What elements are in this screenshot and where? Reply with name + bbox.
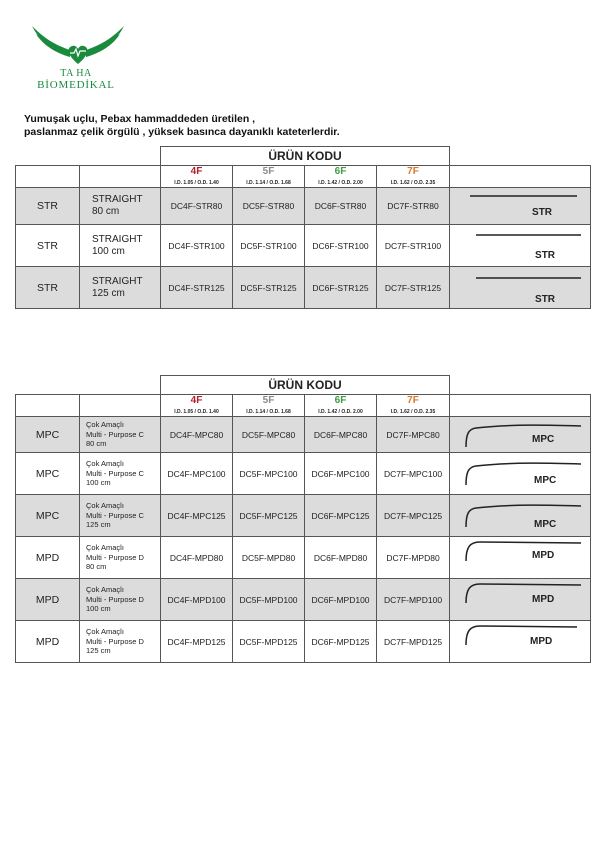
table-row (16, 453, 591, 495)
size-head-6f: 6F I.D. 1.42 / O.D. 2.00 (305, 166, 377, 188)
product-code-cell: DC5F-MPC125 (233, 495, 305, 537)
straight-catheter-icon (450, 188, 591, 225)
shape-label: MPD (530, 636, 553, 647)
product-code-cell: DC7F-MPC125 (377, 495, 450, 537)
table-row (16, 225, 591, 267)
row-desc: Çok Amaçlı Multi - Purpose C 80 cm (80, 417, 161, 453)
row-abbr: MPD (16, 621, 80, 663)
catheter-shape-image (450, 188, 591, 225)
wings-heart-icon (30, 20, 126, 66)
product-code-cell: DC6F-MPC100 (305, 453, 377, 495)
mpc-catheter-icon (450, 495, 591, 537)
product-code-cell: DC6F-MPD100 (305, 579, 377, 621)
size-head-5f: 5F I.D. 1.14 / O.D. 1.68 (233, 166, 305, 188)
product-code-table-straight (15, 146, 591, 309)
catheter-shape-image (450, 579, 591, 621)
shape-label: STR (535, 294, 556, 305)
product-code-cell: DC6F-MPC80 (305, 417, 377, 453)
intro-text (24, 113, 340, 139)
size-head-7f: 7F I.D. 1.62 / O.D. 2.35 (377, 395, 450, 417)
product-code-cell: DC6F-MPD125 (305, 621, 377, 663)
table-row (16, 495, 591, 537)
brand-name-line1: TA HA (60, 68, 92, 79)
product-code-cell: DC6F-STR80 (305, 188, 377, 225)
shape-label: MPD (532, 550, 555, 561)
mpd-catheter-icon (450, 621, 591, 663)
row-abbr: MPD (16, 537, 80, 579)
product-code-cell: DC7F-MPD125 (377, 621, 450, 663)
product-code-cell: DC5F-MPD125 (233, 621, 305, 663)
catheter-shape-image (450, 453, 591, 495)
product-code-cell: DC4F-STR125 (161, 267, 233, 309)
row-abbr: MPC (16, 417, 80, 453)
shape-label: MPD (532, 594, 555, 605)
catheter-shape-image (450, 417, 591, 453)
product-code-cell: DC6F-STR125 (305, 267, 377, 309)
shape-label: MPC (532, 434, 555, 445)
mpd-catheter-icon (450, 537, 591, 579)
row-desc: Çok Amaçlı Multi - Purpose D 80 cm (80, 537, 161, 579)
product-code-cell: DC5F-MPD80 (233, 537, 305, 579)
intro-line-2: paslanmaz çelik örgülü , yüksek basınca dayanıklı kateterlerdir. (24, 126, 340, 138)
product-code-table-multipurpose (15, 375, 591, 663)
product-code-cell: DC4F-MPC80 (161, 417, 233, 453)
product-code-cell: DC6F-MPC125 (305, 495, 377, 537)
table-row (16, 621, 591, 663)
row-name: STRAIGHT 125 cm (80, 267, 161, 309)
product-code-cell: DC5F-STR80 (233, 188, 305, 225)
product-code-cell: DC6F-STR100 (305, 225, 377, 267)
catheter-shape-image (450, 495, 591, 537)
product-code-cell: DC7F-STR80 (377, 188, 450, 225)
product-code-cell: DC5F-MPC100 (233, 453, 305, 495)
brand-logo (28, 20, 128, 92)
product-code-header: ÜRÜN KODU (161, 147, 450, 166)
product-code-cell: DC4F-MPD125 (161, 621, 233, 663)
product-code-cell: DC4F-MPC125 (161, 495, 233, 537)
shape-label: MPC (534, 475, 557, 486)
product-code-cell: DC4F-STR80 (161, 188, 233, 225)
shape-label: MPC (534, 519, 557, 530)
catheter-shape-image (450, 621, 591, 663)
intro-line-1: Yumuşak uçlu, Pebax hammaddeden üretilen , (24, 113, 256, 125)
product-code-cell: DC5F-STR100 (233, 225, 305, 267)
row-name: STRAIGHT 100 cm (80, 225, 161, 267)
shape-label: STR (535, 250, 556, 261)
catheter-shape-image (450, 267, 591, 309)
straight-catheter-icon (450, 267, 591, 309)
row-desc: Çok Amaçlı Multi - Purpose C 125 cm (80, 495, 161, 537)
product-code-cell: DC7F-STR100 (377, 225, 450, 267)
product-code-cell: DC7F-STR125 (377, 267, 450, 309)
row-abbr: MPC (16, 453, 80, 495)
row-abbr: STR (16, 225, 80, 267)
mpc-catheter-icon (450, 453, 591, 495)
size-head-5f: 5F I.D. 1.14 / O.D. 1.68 (233, 395, 305, 417)
shape-label: STR (532, 207, 553, 218)
size-head-6f: 6F I.D. 1.42 / O.D. 2.00 (305, 395, 377, 417)
product-code-cell: DC7F-MPD80 (377, 537, 450, 579)
product-code-cell: DC4F-MPD80 (161, 537, 233, 579)
product-code-cell: DC6F-MPD80 (305, 537, 377, 579)
row-desc: Çok Amaçlı Multi - Purpose D 100 cm (80, 579, 161, 621)
straight-catheter-icon (450, 225, 591, 267)
row-name: STRAIGHT 80 cm (80, 188, 161, 225)
row-abbr: STR (16, 267, 80, 309)
table-row (16, 537, 591, 579)
row-abbr: MPC (16, 495, 80, 537)
product-code-cell: DC5F-MPC80 (233, 417, 305, 453)
row-desc: Çok Amaçlı Multi - Purpose C 100 cm (80, 453, 161, 495)
row-abbr: STR (16, 188, 80, 225)
table-row (16, 267, 591, 309)
size-head-4f: 4F I.D. 1.05 / O.D. 1.40 (161, 395, 233, 417)
catheter-shape-image (450, 537, 591, 579)
product-code-cell: DC7F-MPC100 (377, 453, 450, 495)
catheter-shape-image (450, 225, 591, 267)
product-code-cell: DC5F-STR125 (233, 267, 305, 309)
product-code-cell: DC5F-MPD100 (233, 579, 305, 621)
product-code-cell: DC4F-MPC100 (161, 453, 233, 495)
product-code-header: ÜRÜN KODU (161, 376, 450, 395)
brand-name-line2: BİOMEDİKAL (37, 79, 115, 91)
product-code-cell: DC7F-MPC80 (377, 417, 450, 453)
mpc-catheter-icon (450, 417, 591, 453)
row-desc: Çok Amaçlı Multi - Purpose D 125 cm (80, 621, 161, 663)
row-abbr: MPD (16, 579, 80, 621)
product-code-cell: DC7F-MPD100 (377, 579, 450, 621)
product-code-cell: DC4F-MPD100 (161, 579, 233, 621)
table-row (16, 188, 591, 225)
size-head-7f: 7F I.D. 1.62 / O.D. 2.35 (377, 166, 450, 188)
table-row (16, 579, 591, 621)
mpd-catheter-icon (450, 579, 591, 621)
product-code-cell: DC4F-STR100 (161, 225, 233, 267)
size-head-4f: 4F I.D. 1.05 / O.D. 1.40 (161, 166, 233, 188)
table-row (16, 417, 591, 453)
